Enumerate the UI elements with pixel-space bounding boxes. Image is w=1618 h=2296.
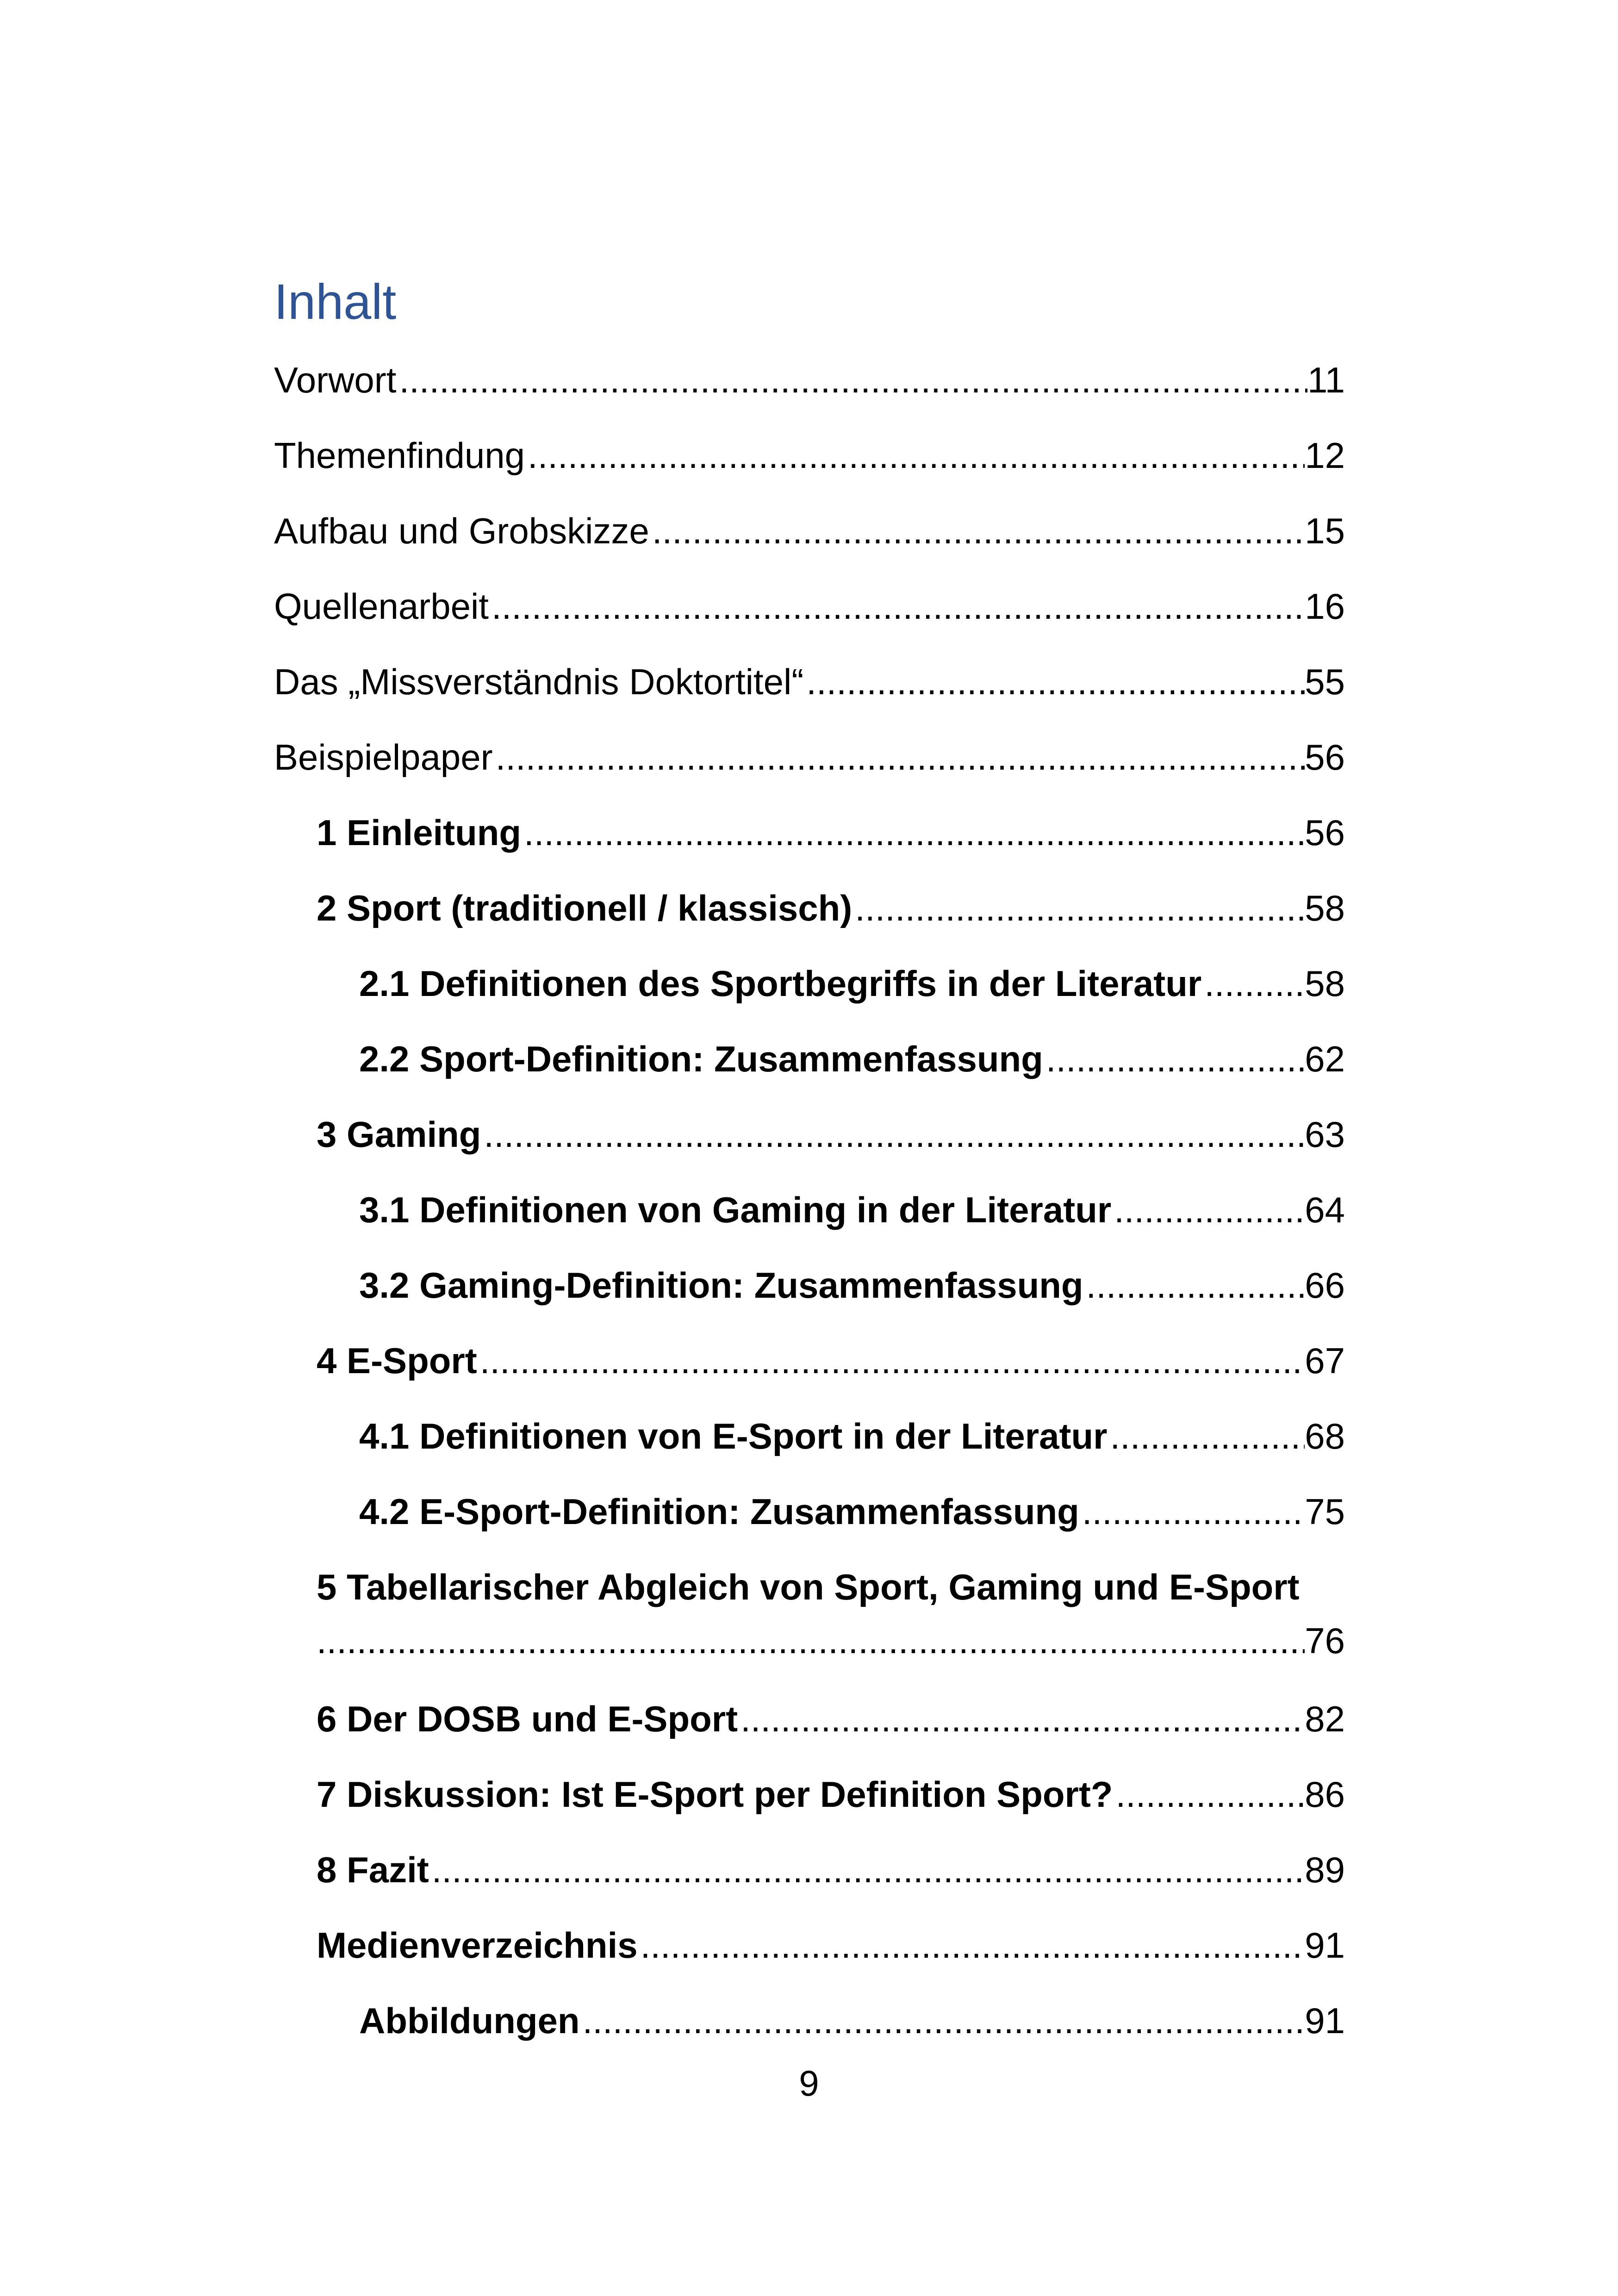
toc-entry-label: Medienverzeichnis <box>317 1925 638 1966</box>
toc-entry-page: 12 <box>1305 435 1345 476</box>
toc-entry-tabellarischer-abgleich <box>317 1569 1345 1659</box>
page-number: 9 <box>799 2063 819 2103</box>
toc-entry-label: Themenfindung <box>274 435 525 476</box>
toc-entry-label: Vorwort <box>274 360 397 400</box>
dot-leader <box>317 1623 1305 1659</box>
toc-entry-page: 55 <box>1305 661 1345 702</box>
toc-entry-sport-definitionen <box>359 965 1345 1002</box>
toc-entry-page: 75 <box>1305 1491 1345 1532</box>
dot-leader <box>741 1701 1305 1737</box>
dot-leader <box>641 1927 1305 1963</box>
toc-entry-gaming-zusammenfassung <box>359 1265 1345 1306</box>
toc-entry-page: 67 <box>1305 1340 1345 1381</box>
toc-entry-label: Abbildungen <box>359 2000 580 2041</box>
toc-entry-label: 7 Diskussion: Ist E-Sport per Definition Sport? <box>317 1774 1113 1815</box>
toc-entry-page: 11 <box>1307 360 1345 400</box>
toc-entry-sport-zusammenfassung <box>359 1041 1345 1077</box>
toc-entry-doktortitel <box>274 661 1345 702</box>
dot-leader <box>1204 965 1305 1002</box>
toc-entry-page: 76 <box>1305 1620 1345 1661</box>
toc-entry-fazit <box>317 1849 1345 1890</box>
dot-leader <box>583 2003 1305 2039</box>
toc-entry-label: 4 E-Sport <box>317 1340 477 1381</box>
toc-entry-label: Quellenarbeit <box>274 586 489 627</box>
toc-entry-page: 16 <box>1305 586 1345 627</box>
toc-entry-gaming <box>317 1114 1345 1155</box>
toc-heading: Inhalt <box>274 274 397 330</box>
dot-leader <box>528 437 1305 473</box>
toc-entry-esport-definitionen <box>359 1418 1345 1454</box>
toc-entry-quellenarbeit <box>274 586 1345 627</box>
dot-leader <box>492 588 1305 624</box>
toc-entry-page: 15 <box>1305 510 1345 551</box>
toc-entry-label: Beispielpaper <box>274 737 493 778</box>
toc-entry-label: 2.1 Definitionen des Sportbegriffs in der Literatur <box>359 963 1202 1004</box>
toc-entry-label: 3 Gaming <box>317 1114 481 1155</box>
toc-entry-themenfindung <box>274 435 1345 476</box>
toc-entry-page: 66 <box>1305 1265 1345 1306</box>
dot-leader <box>1110 1418 1305 1454</box>
toc-entry-page: 91 <box>1305 2000 1345 2041</box>
toc-entry-page: 62 <box>1305 1039 1345 1079</box>
toc-entry-sport <box>317 890 1345 926</box>
toc-entry-diskussion <box>317 1774 1345 1815</box>
toc-entry-label: 3.2 Gaming-Definition: Zusammenfassung <box>359 1265 1083 1306</box>
dot-leader <box>1086 1267 1305 1303</box>
toc-entry-esport-zusammenfassung <box>359 1493 1345 1530</box>
dot-leader <box>806 664 1305 700</box>
toc-entry-page: 64 <box>1305 1189 1345 1230</box>
toc-entry-esport <box>317 1340 1345 1381</box>
toc-entry-einleitung <box>317 812 1345 853</box>
toc-entry-continuation <box>317 1620 1345 1661</box>
toc-entry-page: 58 <box>1305 888 1345 928</box>
toc-entry-beispielpaper <box>274 737 1345 778</box>
dot-leader <box>855 890 1305 926</box>
dot-leader <box>484 1116 1305 1152</box>
toc-entry-page: 68 <box>1305 1416 1345 1456</box>
dot-leader <box>1114 1192 1305 1228</box>
toc-entry-medienverzeichnis <box>317 1925 1345 1966</box>
dot-leader <box>496 739 1305 775</box>
toc-entry-label: 2 Sport (traditionell / klassisch) <box>317 888 853 928</box>
toc-entry-page: 63 <box>1305 1114 1345 1155</box>
toc-entry-aufbau <box>274 510 1345 551</box>
toc-entry-label: 5 Tabellarischer Abgleich von Sport, Gaming und E-Sport <box>317 1567 1300 1607</box>
toc-entry-label: Aufbau und Grobskizze <box>274 510 649 551</box>
dot-leader <box>652 513 1305 549</box>
toc-entry-page: 58 <box>1305 963 1345 1004</box>
toc-entry-dosb <box>317 1701 1345 1737</box>
toc-entry-label: 4.2 E-Sport-Definition: Zusammenfassung <box>359 1491 1079 1532</box>
toc-entry-label: 2.2 Sport-Definition: Zusammenfassung <box>359 1039 1043 1079</box>
toc-entry-label: 6 Der DOSB und E-Sport <box>317 1699 738 1739</box>
dot-leader <box>432 1852 1305 1888</box>
dot-leader <box>1082 1493 1305 1530</box>
toc-entry-label: Das „Missverständnis Doktortitel“ <box>274 661 804 702</box>
toc-entry-label: 8 Fazit <box>317 1849 429 1890</box>
toc-entry-label: 1 Einleitung <box>317 812 522 853</box>
toc-entry-vorwort <box>274 362 1345 398</box>
dot-leader <box>1115 1776 1305 1812</box>
dot-leader <box>480 1343 1305 1379</box>
toc-entry-page: 91 <box>1305 1925 1345 1966</box>
toc-entry-label: 4.1 Definitionen von E-Sport in der Literatur <box>359 1416 1108 1456</box>
dot-leader <box>399 362 1307 398</box>
toc-entry-page: 56 <box>1305 812 1345 853</box>
toc-entry-page: 82 <box>1305 1699 1345 1739</box>
toc-entry-abbildungen <box>359 2000 1345 2041</box>
toc-entry-page: 86 <box>1305 1774 1345 1815</box>
toc-entry-page: 56 <box>1305 737 1345 778</box>
toc-entry-gaming-definitionen <box>359 1189 1345 1230</box>
dot-leader <box>1046 1041 1305 1077</box>
toc-entry-page: 89 <box>1305 1849 1345 1890</box>
dot-leader <box>524 815 1305 851</box>
toc-entry-label: 3.1 Definitionen von Gaming in der Literatur <box>359 1189 1112 1230</box>
